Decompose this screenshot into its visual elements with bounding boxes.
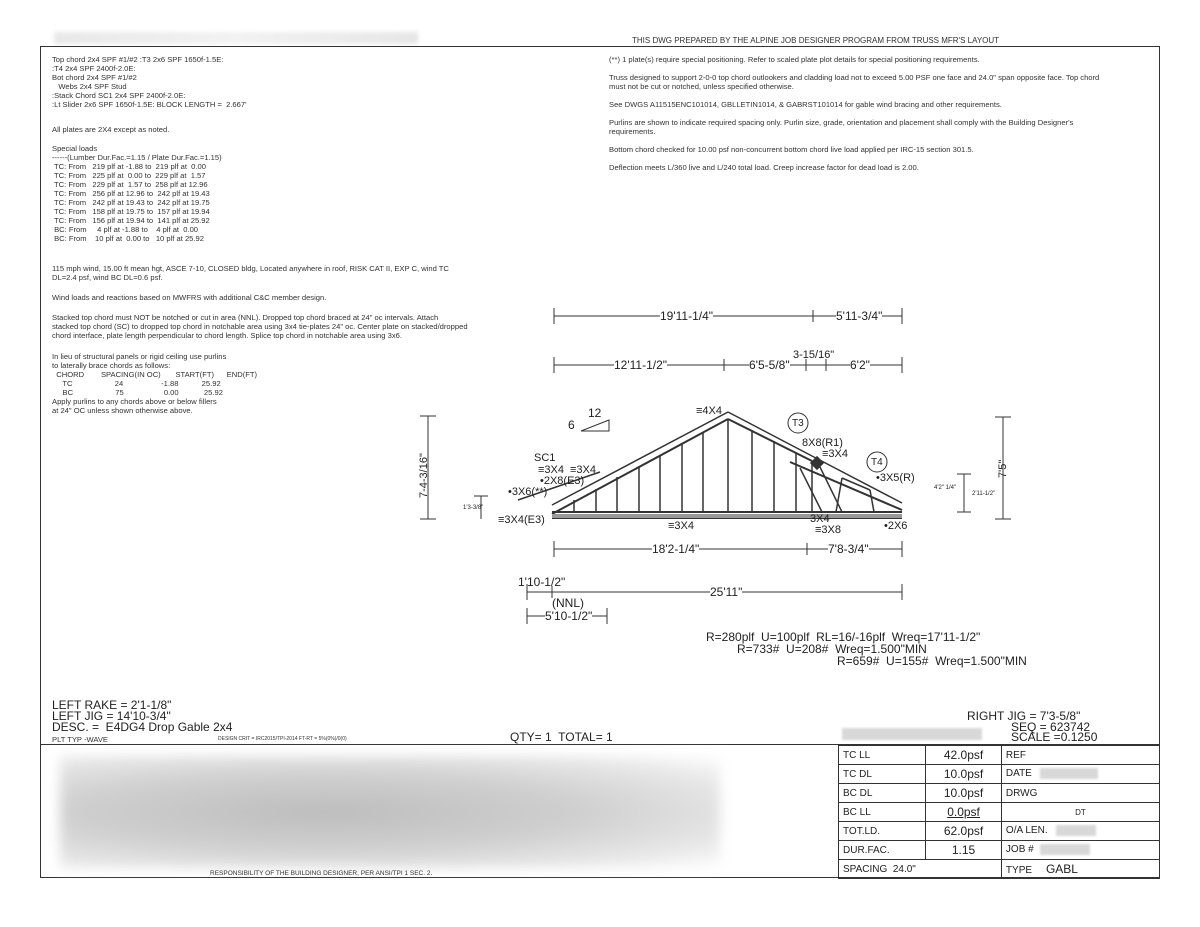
load-value: 0.0psf (926, 803, 1002, 822)
plate-3x4-e3: ≡3X4(E3) (498, 514, 545, 526)
footer-note: RESPONSIBILITY OF THE BUILDING DESIGNER, PER ANSI/TPI 1 SEC. 2. (210, 870, 433, 877)
special-loads: Special loads ------(Lumber Dur.Fac.=1.15 / Plate Dur.Fac.=1.15) TC: From 219 plf at -1.88 to 219 plf at 0.00 TC: From 225 plf at 0.00 to 229 plf at 1.57 TC: From 229 plf at 1.57 to 258 plf at 12.96 TC: From 256 plf at 12.96 to 242 plf at 19.43 TC: From 242 plf at 19.43 to 242 plf at 19.75 TC: From 158 plf at 19.75 to 157 plf at 19.94 TC: From 156 plf at 19.94 to 141 plf at 25.92 BC: From 4 plf at -1.88 to 4 plf at 0.00 BC: From 10 plf at 0.00 to 10 plf at 25.92 (52, 144, 222, 243)
info-label: DATE (1001, 765, 1159, 784)
label-sc1: SC1 (534, 452, 556, 464)
load-label: TOT.LD. (839, 822, 926, 841)
height-mid2: 4'2" 1/4" (934, 485, 957, 491)
plate-3x4-sc: ≡3X4 (538, 464, 564, 476)
dim-5-10: 5'10-1/2" (545, 609, 593, 623)
load-label: TC DL (839, 765, 926, 784)
plate-3x4-bottom2: 3X4 (810, 513, 830, 525)
spacing-cell: SPACING 24.0" (839, 860, 1002, 879)
info-label: DRWG (1001, 784, 1159, 803)
dim-3-15: 3-15/16" (793, 349, 835, 361)
info-label: JOB # (1001, 841, 1159, 860)
purlins-note: In lieu of structural panels or rigid ceiling use purlins to laterally brace chords as follows: CHORD SPACING(IN OC) START(FT) END(FT) TC 24 -1.88 25.92 BC 75 0.00 25.92 Apply purlins to any chords above or below fillers at 24" OC unless shown otherwise above. (52, 352, 258, 415)
load-label: DUR.FAC. (839, 841, 926, 860)
prepared-by-header: THIS DWG PREPARED BY THE ALPINE JOB DESIGNER PROGRAM FROM TRUSS MFR'S LAYOUT (632, 36, 1000, 45)
quantity: QTY= 1 TOTAL= 1 (510, 730, 613, 744)
height-left: 7-4-3/16" (418, 453, 430, 498)
note-purlins: Purlins are shown to indicate required spacing only. Purlin size, grade, orientation and placement shall comply with the Building Designer's requirements. (609, 118, 1074, 136)
left-jig: LEFT JIG = 14'10-3/4" (52, 709, 171, 723)
dim-6-5: 6'5-5/8" (749, 358, 790, 372)
pitch-run: 12 (588, 406, 602, 420)
type-cell: TYPE GABL (1001, 860, 1159, 879)
reaction-2: R=733# U=208# Wreq=1.500"MIN (737, 642, 927, 656)
height-small: 1'3-3/8" (463, 505, 484, 511)
lumber-spec: Top chord 2x4 SPF #1/#2 :T3 2x6 SPF 1650f-1.5E: :T4 2x4 SPF 2400f-2.0E: Bot chord 2x4 SPF #1/#2 Webs 2x4 SPF Stud :Stack Chord SC1 2x4 SPF 2400f-2.0E: :Lt Slider 2x6 SPF 1650f-1.5E: BLOCK LENGTH = 2.667' (52, 55, 247, 109)
note-dwgs: See DWGS A11515ENC101014, GBLLETIN1014, & GABRST101014 for gable wind bracing and other requirements. (609, 100, 1002, 109)
dim-12-11: 12'11-1/2" (614, 358, 668, 372)
load-label: BC LL (839, 803, 926, 822)
dim-1-10: 1'10-1/2" (518, 575, 566, 589)
left-rake: LEFT RAKE = 2'1-1/8" (52, 698, 172, 712)
reaction-3: R=659# U=155# Wreq=1.500"MIN (837, 654, 1027, 668)
right-jig: RIGHT JIG = 7'3-5/8" (967, 709, 1081, 723)
info-value: DT (1001, 803, 1159, 822)
load-value: 10.0psf (926, 765, 1002, 784)
plate-3x4-sc2: ≡3X4 (570, 464, 596, 476)
label-nnl: (NNL) (552, 596, 584, 610)
note-outlookers: Truss designed to support 2-0-0 top chord outlookers and cladding load not to exceed 5.00 PSF one face and 24.0" span opposite face. Top chord must not be cut or notched, unless specified otherwise. (609, 73, 1100, 91)
height-right: 7'5" (997, 459, 1009, 478)
description: DESC. = E4DG4 Drop Gable 2x4 (52, 720, 233, 734)
redacted-company-block (60, 756, 720, 868)
info-label: O/A LEN. (1001, 822, 1159, 841)
plate-3x5: •3X5(R) (876, 472, 915, 484)
plate-8x8: 8X8(R1) (802, 437, 843, 449)
info-label: REF (1001, 746, 1159, 765)
stacked-chord-note: Stacked top chord must NOT be notched or cut in area (NNL). Dropped top chord braced at 24" oc intervals. Attach stacked top chord (SC) to dropped top chord in notchable area using 3x4 tie-plates 24" oc. Center plate on stacked/dropped chord interface, plate length perpendicular to chord length. Splice top chord in notchable area using 3x6. (52, 313, 468, 340)
label-t4: T4 (871, 457, 883, 468)
dim-18-2: 18'2-1/4" (652, 542, 700, 556)
note-special-positioning: (**) 1 plate(s) require special positioning. Refer to scaled plate plot details for special positioning requirements. (609, 55, 980, 64)
dim-7-8: 7'8-3/4" (828, 542, 869, 556)
load-label: BC DL (839, 784, 926, 803)
reaction-1: R=280plf U=100plf RL=16/-16plf Wreq=17'11-1/2" (706, 630, 981, 644)
dim-5-11: 5'11-3/4" (836, 309, 883, 323)
seq-number: SEQ = 623742 (1011, 720, 1091, 734)
plate-2x6: •2X6 (884, 520, 908, 532)
dim-25-11: 25'11" (710, 585, 743, 599)
scale: SCALE =0.1250 (1011, 730, 1098, 744)
design-criteria: DESIGN CRIT = IRC2015/TPI-2014 FT-RT = 5%(0%)/0(0) (218, 736, 347, 742)
plate-3x6: •3X6(**) (508, 486, 548, 498)
plate-2x8: •2X8(E3) (540, 475, 585, 487)
plate-3x8: ≡3X8 (815, 524, 841, 536)
title-block (838, 745, 1160, 878)
load-value: 62.0psf (926, 822, 1002, 841)
wind-note: 115 mph wind, 15.00 ft mean hgt, ASCE 7-10, CLOSED bldg, Located anywhere in roof, RISK CAT II, EXP C, wind TC DL=2.4 psf, wind BC DL=0.6 psf. (52, 264, 449, 282)
plate-3x4-right: ≡3X4 (822, 448, 848, 460)
pitch-rise: 6 (568, 418, 575, 432)
dim-6-2: 6'2" (850, 358, 870, 372)
plate-type: PLT TYP -WAVE (52, 735, 108, 744)
plate-apex: ≡4X4 (696, 405, 722, 417)
plates-note: All plates are 2X4 except as noted. (52, 125, 170, 134)
dim-19-11: 19'11-1/4" (660, 309, 714, 323)
mwfrs-note: Wind loads and reactions based on MWFRS with additional C&C member design. (52, 293, 327, 302)
load-value: 42.0psf (926, 746, 1002, 765)
redacted-field (842, 728, 982, 740)
note-deflection: Deflection meets L/360 live and L/240 total load. Creep increase factor for dead load is 2.00. (609, 163, 919, 172)
height-mid: 2'11-1/2" (972, 491, 996, 497)
label-t3: T3 (792, 418, 804, 429)
load-value: 1.15 (926, 841, 1002, 860)
load-value: 10.0psf (926, 784, 1002, 803)
plate-3x4-bottom: ≡3X4 (668, 520, 694, 532)
note-bottom-chord: Bottom chord checked for 10.00 psf non-concurrent bottom chord live load applied per IRC-15 section 301.5. (609, 145, 974, 154)
load-label: TC LL (839, 746, 926, 765)
